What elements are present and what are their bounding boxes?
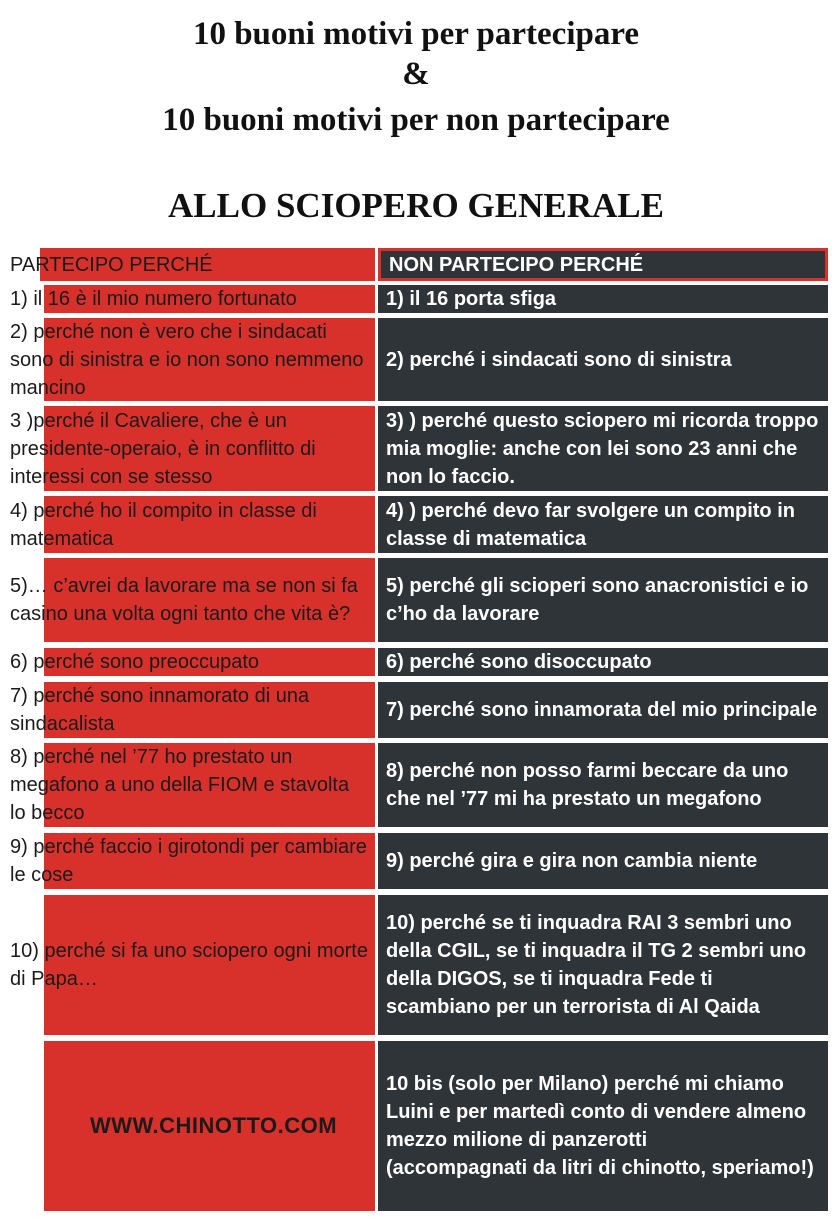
table-row <box>0 743 832 827</box>
website-link[interactable]: WWW.CHINOTTO.COM <box>89 1113 338 1138</box>
table-row <box>0 496 832 553</box>
reason-for: 5)… c’avrei da lavorare ma se non si fa casino una volta ogni tanto che vita è? <box>4 558 375 642</box>
reason-against: 4) ) perché devo far svolgere un compito in classe di matematica <box>378 496 828 553</box>
reason-for: 6) perché sono preoccupato <box>4 648 375 676</box>
table-row <box>0 682 832 738</box>
reason-against: 1) il 16 porta sfiga <box>378 285 828 313</box>
headline: ALLO SCIOPERO GENERALE <box>168 186 664 225</box>
reason-for: 10) perché si fa uno sciopero ogni morte di Papa… <box>4 895 375 1035</box>
title-line-3: 10 buoni motivi per non partecipare <box>162 102 670 138</box>
table-row <box>0 406 832 491</box>
reason-for: 1) il 16 è il mio numero fortunato <box>4 285 375 313</box>
reason-against: 2) perché i sindacati sono di sinistra <box>378 318 828 401</box>
table-row <box>0 648 832 676</box>
reason-against: 9) perché gira e gira non cambia niente <box>378 833 828 889</box>
reason-for: 2) perché non è vero che i sindacati sono di sinistra e io non sono nemmeno mancino <box>4 318 375 401</box>
reason-against: 8) perché non posso farmi beccare da uno che nel ’77 mi ha prestato un megafono <box>378 743 828 827</box>
reason-against: 10 bis (solo per Milano) perché mi chiamo Luini e per martedì conto di vendere almeno mezzo milione di panzerotti (accompagnati da litri di chinotto, speriamo!) <box>378 1041 828 1211</box>
table-row <box>0 285 832 313</box>
table-row <box>0 558 832 642</box>
reason-for: 8) perché nel ’77 ho prestato un megafono a uno della FIOM e stavolta lo becco <box>4 743 375 827</box>
reason-against: 10) perché se ti inquadra RAI 3 sembri uno della CGIL, se ti inquadra il TG 2 sembri uno della DIGOS, se ti inquadra Fede ti scambiano per un terrorista di Al Qaida <box>378 895 828 1035</box>
table-row <box>0 833 832 889</box>
reason-against: 7) perché sono innamorata del mio principale <box>378 682 828 738</box>
reason-against: 6) perché sono disoccupato <box>378 648 828 676</box>
reason-for: 4) perché ho il compito in classe di matematica <box>4 496 375 553</box>
table-row <box>0 895 832 1035</box>
table-row <box>0 1041 832 1211</box>
table-row <box>0 318 832 401</box>
comparison-table <box>0 244 832 1214</box>
reason-for: 9) perché faccio i girotondi per cambiare le cose <box>4 833 375 889</box>
left-column-title: PARTECIPO PERCHÉ <box>4 248 375 281</box>
reason-against: 3) ) perché questo sciopero mi ricorda troppo mia moglie: anche con lei sono 23 anni che non lo faccio. <box>378 406 828 491</box>
reason-for: 3 )perché il Cavaliere, che è un presidente-operaio, è in conflitto di interessi con se stesso <box>4 406 375 491</box>
reason-against: 5) perché gli scioperi sono anacronistici e io c’ho da lavorare <box>378 558 828 642</box>
table-header-row <box>0 248 832 281</box>
title-ampersand: & <box>402 56 430 92</box>
right-column-title: NON PARTECIPO PERCHÉ <box>378 248 828 281</box>
title-line-1: 10 buoni motivi per partecipare <box>192 16 640 52</box>
reason-for-empty <box>4 1041 375 1211</box>
reason-for: 7) perché sono innamorato di una sindacalista <box>4 682 375 738</box>
